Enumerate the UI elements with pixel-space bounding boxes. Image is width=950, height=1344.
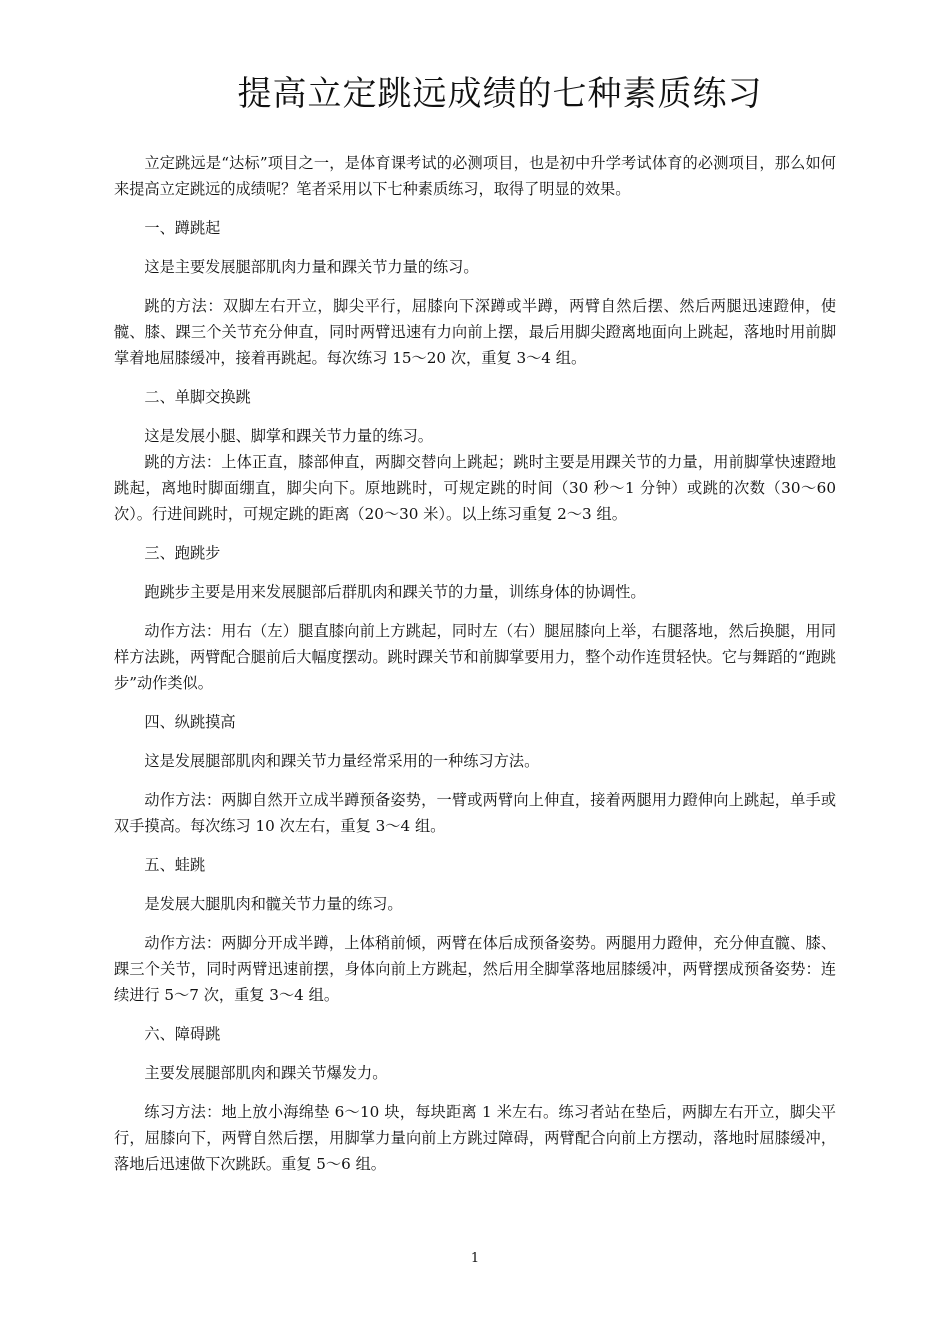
section-heading-5: 五、蛙跳: [144, 856, 206, 874]
page-number: 1: [470, 1251, 480, 1266]
section-4-purpose: 这是发展腿部肌肉和踝关节力量经常采用的一种练习方法。: [144, 752, 540, 770]
section-1-method: 跳的方法：双脚左右开立，脚尖平行，屈膝向下深蹲或半蹲，两臂自然后摆、然后两腿迅速蹬伸，使髋、膝、踝三个关节充分伸直，同时两臂迅速有力向前上摆，最后用脚尖蹬离地面向上跳起，落地时用前脚掌着地屈膝缓冲，接着再跳起。每次练习 15～20 次，重复 3～4 组。: [114, 297, 836, 367]
page-title: 提高立定跳远成绩的七种素质练习: [237, 74, 763, 114]
section-4-method: 动作方法：两脚自然开立成半蹲预备姿势，一臂或两臂向上伸直，接着两腿用力蹬伸向上跳起，单手或双手摸高。每次练习 10 次左右，重复 3～4 组。: [114, 791, 836, 835]
section-6-purpose: 主要发展腿部肌肉和踝关节爆发力。: [144, 1064, 388, 1082]
section-2-purpose: 这是发展小腿、脚掌和踝关节力量的练习。: [144, 427, 433, 445]
section-heading-1: 一、蹲跳起: [144, 219, 221, 237]
document-body: [114, 150, 836, 1177]
section-5-method: 动作方法：两脚分开成半蹲，上体稍前倾，两臂在体后成预备姿势。两腿用力蹬伸，充分伸直髋、膝、踝三个关节，同时两臂迅速前摆，身体向前上方跳起，然后用全脚掌落地屈膝缓冲，两臂摆成预备姿势：连续进行 5～7 次，重复 3～4 组。: [114, 934, 836, 1004]
section-heading-4: 四、纵跳摸高: [144, 713, 236, 731]
section-heading-2: 二、单脚交换跳: [144, 388, 251, 406]
intro-paragraph: 立定跳远是“达标”项目之一，是体育课考试的必测项目，也是初中升学考试体育的必测项目，那么如何来提高立定跳远的成绩呢？笔者采用以下七种素质练习，取得了明显的效果。: [114, 154, 836, 198]
section-1-purpose: 这是主要发展腿部肌肉力量和踝关节力量的练习。: [144, 258, 479, 276]
section-5-purpose: 是发展大腿肌肉和髋关节力量的练习。: [144, 895, 403, 913]
section-heading-6: 六、障碍跳: [144, 1025, 221, 1043]
section-3-purpose: 跑跳步主要是用来发展腿部后群肌肉和踝关节的力量，训练身体的协调性。: [144, 583, 646, 601]
section-2-method: 跳的方法：上体正直，膝部伸直，两脚交替向上跳起；跳时主要是用踝关节的力量，用前脚掌快速蹬地跳起，离地时脚面绷直，脚尖向下。原地跳时，可规定跳的时间（30 秒～1 分钟）或跳的次数（30～60 次）。行进间跳时，可规定跳的距离（20～30 米）。以上练习重复 2～3 组。: [114, 453, 836, 523]
section-heading-3: 三、跑跳步: [144, 544, 221, 562]
section-3-method: 动作方法：用右（左）腿直膝向前上方跳起，同时左（右）腿屈膝向上举，右腿落地，然后换腿，用同样方法跳，两臂配合腿前后大幅度摆动。跳时踝关节和前脚掌要用力，整个动作连贯轻快。它与舞蹈的“跑跳步”动作类似。: [114, 622, 836, 692]
section-6-method: 练习方法：地上放小海绵垫 6～10 块，每块距离 1 米左右。练习者站在垫后，两脚左右开立，脚尖平行，屈膝向下，两臂自然后摆，用脚掌力量向前上方跳过障碍，两臂配合向前上方摆动，落地时屈膝缓冲，落地后迅速做下次跳跃。重复 5～6 组。: [114, 1103, 836, 1173]
